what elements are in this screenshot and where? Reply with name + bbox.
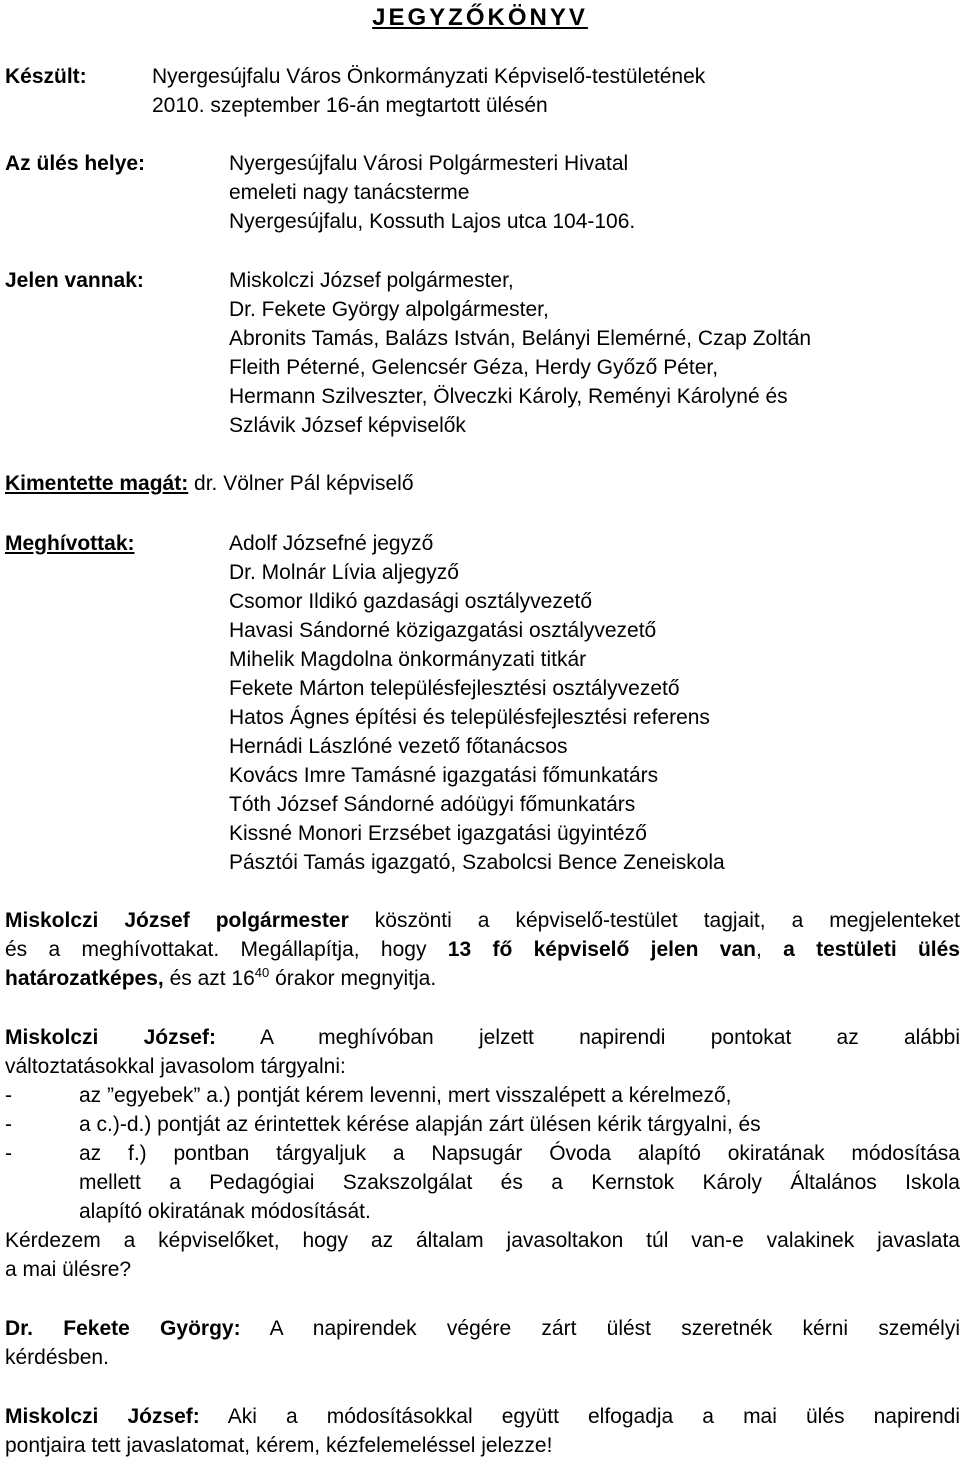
kimentette-label: Kimentette magát:	[5, 472, 189, 495]
list-item	[5, 1110, 960, 1139]
list-dash: -	[5, 1084, 12, 1107]
list-item-text: a c.)-d.) pontját az érintettek kérése alapján zárt ülésen kérik tárgyalni, és	[79, 1113, 761, 1136]
paragraph-line: pontjaira tett javaslatomat, kérem, kézfelemeléssel jelezze!	[5, 1434, 553, 1457]
meghivott-line: Havasi Sándorné közigazgatási osztályvezető	[229, 619, 657, 642]
keszult-value	[152, 62, 705, 120]
meghivott-line: Hernádi Lászlóné vezető főtanácsos	[229, 735, 568, 758]
speaker-name: Dr. Fekete György:	[5, 1317, 241, 1340]
text-span: és azt 16	[163, 967, 255, 990]
list-dash: -	[5, 1113, 12, 1136]
hely-line: emeleti nagy tanácsterme	[229, 181, 470, 204]
jelen-line: Hermann Szilveszter, Ölveczki Károly, Reményi Károlyné és	[229, 385, 788, 408]
jelen-line: Abronits Tamás, Balázs István, Belányi Elemérné, Czap Zoltán	[229, 327, 812, 350]
text-span: A meghívóban jelzett napirendi pontokat az alábbi	[215, 1026, 960, 1049]
meghivottak-value	[229, 529, 725, 877]
hely-line: Nyergesújfalu, Kossuth Lajos utca 104-106.	[229, 210, 636, 233]
paragraph-line: változtatásokkal javasolom tárgyalni:	[5, 1055, 346, 1078]
paragraph-line	[5, 935, 960, 964]
paragraph-line	[5, 1314, 960, 1343]
list-item-line: mellett a Pedagógiai Szakszolgálat és a Kernstok Károly Általános Iskola	[79, 1171, 960, 1194]
meghivott-line: Kissné Monori Erzsébet igazgatási ügyintéző	[229, 822, 647, 845]
jelen-value	[229, 266, 811, 440]
kimentette-row	[5, 469, 414, 498]
vote-paragraph	[5, 1402, 960, 1460]
quorum-text: határozatképes,	[5, 967, 164, 990]
opening-paragraph	[5, 906, 960, 993]
list-item	[5, 1139, 960, 1226]
quorum-text: a testületi ülés	[783, 938, 960, 961]
meghivott-line: Kovács Imre Tamásné igazgatási főmunkatárs	[229, 764, 659, 787]
paragraph-line	[5, 1402, 960, 1431]
list-item-text	[79, 1139, 960, 1226]
meghivott-line: Fekete Márton településfejlesztési osztályvezető	[229, 677, 680, 700]
paragraph-line	[5, 1023, 960, 1052]
quorum-text: 13 fő képviselő jelen van	[447, 938, 756, 961]
text-span: órakor megnyitja.	[269, 967, 437, 990]
speaker-name: Miskolczi József polgármester	[5, 909, 349, 932]
list-item-line: az f.) pontban tárgyaljuk a Napsugár Óvoda alapító okiratának módosítása	[79, 1142, 960, 1165]
jelen-label: Jelen vannak:	[5, 269, 144, 292]
meghivottak-label: Meghívottak:	[5, 532, 135, 555]
meghivott-line: Mihelik Magdolna önkormányzati titkár	[229, 648, 587, 671]
meghivott-line: Hatos Ágnes építési és településfejlesztési referens	[229, 706, 710, 729]
jelen-line: Dr. Fekete György alpolgármester,	[229, 298, 549, 321]
list-item-line: alapító okiratának módosítását.	[79, 1200, 371, 1223]
text-span: köszönti a képviselő-testület tagjait, a megjelenteket	[348, 909, 960, 932]
meghivott-line: Csomor Ildikó gazdasági osztályvezető	[229, 590, 593, 613]
keszult-line: 2010. szeptember 16-án megtartott ülésén	[152, 94, 548, 117]
text-span: Aki a módosításokkal együtt elfogadja a mai ülés napirendi	[199, 1405, 960, 1428]
paragraph-line	[5, 964, 960, 993]
agenda-paragraph	[5, 1023, 960, 1284]
meghivott-line: Dr. Molnár Lívia aljegyző	[229, 561, 459, 584]
speaker-name: Miskolczi József:	[5, 1026, 216, 1049]
speaker-name: Miskolczi József:	[5, 1405, 200, 1428]
jelen-line: Szlávik József képviselők	[229, 414, 466, 437]
meghivott-line: Adolf Józsefné jegyző	[229, 532, 434, 555]
meghivott-line: Tóth József Sándorné adóügyi főmunkatárs	[229, 793, 636, 816]
paragraph-line: Kérdezem a képviselőket, hogy az általam javasoltakon túl van-e valakinek javaslata	[5, 1229, 960, 1252]
list-item	[5, 1081, 960, 1110]
hely-value	[229, 149, 635, 236]
text-span: ,	[755, 938, 784, 961]
time-minutes: 40	[254, 965, 270, 980]
text-span: A napirendek végére zárt ülést szeretnék kérni személyi	[240, 1317, 960, 1340]
text-span: és a meghívottakat. Megállapítja, hogy	[5, 938, 448, 961]
jelen-line: Fleith Péterné, Gelencsér Géza, Herdy Győző Péter,	[229, 356, 719, 379]
meghivott-line: Pásztói Tamás igazgató, Szabolcsi Bence Zeneiskola	[229, 851, 725, 874]
hely-line: Nyergesújfalu Városi Polgármesteri Hivatal	[229, 152, 629, 175]
list-dash: -	[5, 1142, 12, 1165]
keszult-line: Nyergesújfalu Város Önkormányzati Képviselő-testületének	[152, 65, 706, 88]
fekete-paragraph	[5, 1314, 960, 1372]
paragraph-line	[5, 906, 960, 935]
jelen-line: Miskolczi József polgármester,	[229, 269, 514, 292]
paragraph-line: a mai ülésre?	[5, 1258, 132, 1281]
paragraph-line: kérdésben.	[5, 1346, 109, 1369]
kimentette-value: dr. Völner Pál képviselő	[188, 472, 414, 495]
hely-label: Az ülés helye:	[5, 152, 146, 175]
document-title: JEGYZŐKÖNYV	[372, 4, 588, 31]
list-item-text: az ”egyebek” a.) pontját kérem levenni, mert visszalépett a kérelmező,	[79, 1084, 732, 1107]
keszult-label: Készült:	[5, 65, 87, 88]
